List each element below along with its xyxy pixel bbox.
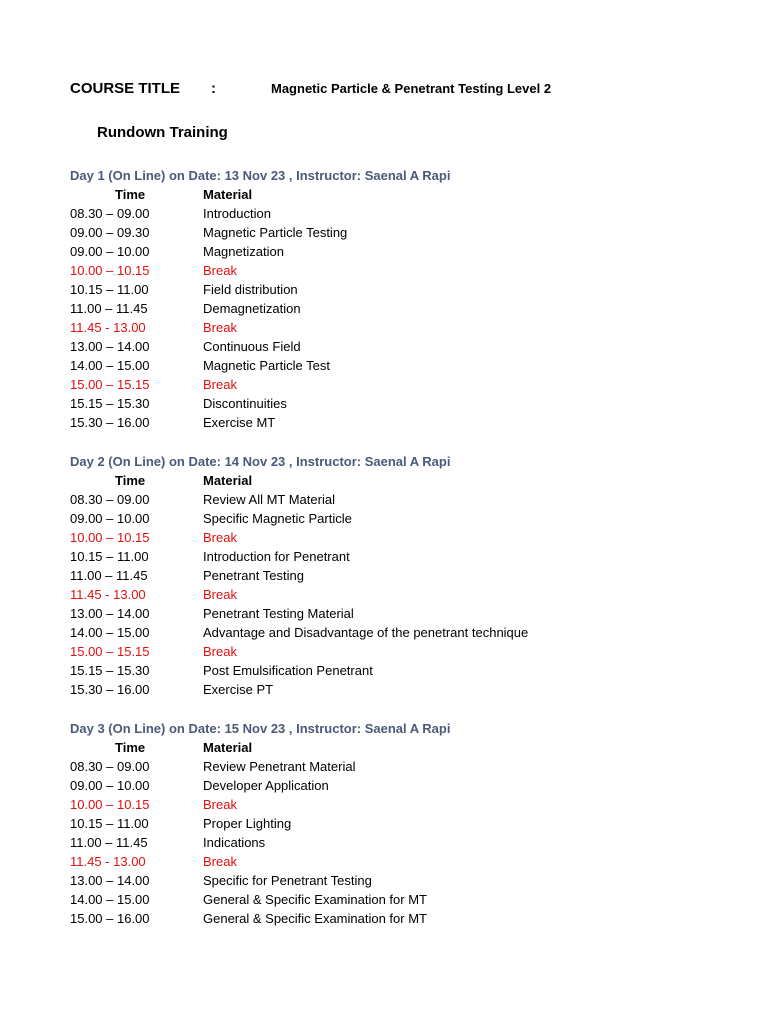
schedule-row — [70, 833, 730, 852]
material-cell: Introduction for Penetrant — [203, 549, 350, 564]
time-cell: 14.00 – 15.00 — [70, 892, 150, 907]
time-cell: 15.00 – 15.15 — [70, 644, 150, 659]
break-row — [70, 318, 730, 337]
material-cell: Review All MT Material — [203, 492, 335, 507]
day-section-1 — [70, 166, 730, 432]
time-cell: 13.00 – 14.00 — [70, 339, 150, 354]
schedule-row — [70, 394, 730, 413]
schedule-row — [70, 566, 730, 585]
material-cell: Specific Magnetic Particle — [203, 511, 352, 526]
material-cell: Penetrant Testing Material — [203, 606, 354, 621]
material-cell: Break — [203, 854, 237, 869]
time-column-header: Time — [115, 187, 146, 202]
material-cell: Proper Lighting — [203, 816, 292, 831]
day-section-2 — [70, 452, 730, 699]
material-cell: General & Specific Examination for MT — [203, 911, 427, 926]
column-headers — [70, 471, 730, 490]
break-row — [70, 585, 730, 604]
break-row — [70, 375, 730, 394]
column-headers — [70, 185, 730, 204]
schedule-row — [70, 871, 730, 890]
schedule-row — [70, 604, 730, 623]
time-cell: 10.15 – 11.00 — [70, 549, 149, 564]
time-cell: 10.00 – 10.15 — [70, 263, 150, 278]
course-title-label: COURSE TITLE — [70, 80, 181, 97]
material-cell: Advantage and Disadvantage of the penetrant technique — [203, 625, 529, 640]
schedule-row — [70, 890, 730, 909]
schedule-row — [70, 356, 730, 375]
time-cell: 15.30 – 16.00 — [70, 682, 150, 697]
break-row — [70, 642, 730, 661]
time-cell: 15.15 – 15.30 — [70, 396, 150, 411]
material-cell: Break — [203, 377, 237, 392]
material-cell: Break — [203, 263, 237, 278]
time-cell: 13.00 – 14.00 — [70, 873, 150, 888]
time-cell: 08.30 – 09.00 — [70, 206, 150, 221]
schedule-row — [70, 909, 730, 928]
material-cell: Field distribution — [203, 282, 298, 297]
material-cell: Exercise PT — [203, 682, 274, 697]
schedule-row — [70, 413, 730, 432]
time-column-header: Time — [115, 740, 146, 755]
break-row — [70, 528, 730, 547]
schedule-row — [70, 490, 730, 509]
material-column-header: Material — [203, 187, 253, 202]
time-cell: 13.00 – 14.00 — [70, 606, 150, 621]
time-cell: 15.30 – 16.00 — [70, 415, 150, 430]
material-cell: Magnetic Particle Test — [203, 358, 330, 373]
column-headers — [70, 738, 730, 757]
material-cell: Demagnetization — [203, 301, 301, 316]
schedule-row — [70, 242, 730, 261]
material-column-header: Material — [203, 473, 253, 488]
material-column-header: Material — [203, 740, 253, 755]
material-cell: Magnetic Particle Testing — [203, 225, 348, 240]
material-cell: Post Emulsification Penetrant — [203, 663, 373, 678]
break-row — [70, 795, 730, 814]
schedule-row — [70, 509, 730, 528]
time-cell: 11.00 – 11.45 — [70, 568, 148, 583]
schedule-row — [70, 223, 730, 242]
schedule-row — [70, 299, 730, 318]
time-cell: 08.30 – 09.00 — [70, 492, 150, 507]
schedule-row — [70, 337, 730, 356]
schedule-row — [70, 280, 730, 299]
material-cell: General & Specific Examination for MT — [203, 892, 427, 907]
material-cell: Magnetization — [203, 244, 284, 259]
material-cell: Break — [203, 320, 237, 335]
material-cell: Exercise MT — [203, 415, 276, 430]
day-header: Day 1 (On Line) on Date: 13 Nov 23 , Instructor: Saenal A Rapi — [70, 168, 451, 183]
course-title-value: Magnetic Particle & Penetrant Testing Level 2 — [271, 81, 552, 96]
day-section-3 — [70, 719, 730, 928]
time-cell: 15.00 – 16.00 — [70, 911, 150, 926]
time-cell: 11.00 – 11.45 — [70, 301, 148, 316]
material-cell: Review Penetrant Material — [203, 759, 356, 774]
schedule-row — [70, 776, 730, 795]
time-cell: 09.00 – 09.30 — [70, 225, 150, 240]
course-title-colon: : — [211, 80, 216, 97]
material-cell: Penetrant Testing — [203, 568, 304, 583]
schedule-row — [70, 661, 730, 680]
time-cell: 08.30 – 09.00 — [70, 759, 150, 774]
material-cell: Introduction — [203, 206, 271, 221]
day-header: Day 2 (On Line) on Date: 14 Nov 23 , Instructor: Saenal A Rapi — [70, 454, 451, 469]
day-header: Day 3 (On Line) on Date: 15 Nov 23 , Instructor: Saenal A Rapi — [70, 721, 451, 736]
time-cell: 09.00 – 10.00 — [70, 511, 150, 526]
schedule-rows — [70, 490, 730, 699]
time-cell: 10.15 – 11.00 — [70, 816, 149, 831]
break-row — [70, 261, 730, 280]
material-cell: Break — [203, 587, 237, 602]
time-cell: 10.00 – 10.15 — [70, 797, 150, 812]
time-cell: 15.15 – 15.30 — [70, 663, 150, 678]
time-cell: 11.00 – 11.45 — [70, 835, 148, 850]
material-cell: Break — [203, 644, 237, 659]
material-cell: Break — [203, 797, 237, 812]
material-cell: Specific for Penetrant Testing — [203, 873, 372, 888]
time-cell: 14.00 – 15.00 — [70, 625, 150, 640]
time-cell: 10.15 – 11.00 — [70, 282, 149, 297]
time-cell: 11.45 - 13.00 — [70, 854, 146, 869]
rundown-title: Rundown Training — [97, 124, 228, 141]
material-cell: Break — [203, 530, 237, 545]
material-cell: Discontinuities — [203, 396, 287, 411]
schedule-row — [70, 680, 730, 699]
schedule-row — [70, 204, 730, 223]
break-row — [70, 852, 730, 871]
time-cell: 15.00 – 15.15 — [70, 377, 150, 392]
schedule-row — [70, 547, 730, 566]
material-cell: Indications — [203, 835, 266, 850]
time-cell: 09.00 – 10.00 — [70, 778, 150, 793]
time-cell: 14.00 – 15.00 — [70, 358, 150, 373]
material-cell: Developer Application — [203, 778, 329, 793]
schedule-row — [70, 814, 730, 833]
time-cell: 11.45 - 13.00 — [70, 587, 146, 602]
time-cell: 10.00 – 10.15 — [70, 530, 150, 545]
schedule-rows — [70, 204, 730, 432]
material-cell: Continuous Field — [203, 339, 301, 354]
schedule-rows — [70, 757, 730, 928]
schedule-row — [70, 623, 730, 642]
schedule-row — [70, 757, 730, 776]
time-cell: 09.00 – 10.00 — [70, 244, 150, 259]
course-title-row — [70, 80, 730, 100]
time-column-header: Time — [115, 473, 146, 488]
time-cell: 11.45 - 13.00 — [70, 320, 146, 335]
